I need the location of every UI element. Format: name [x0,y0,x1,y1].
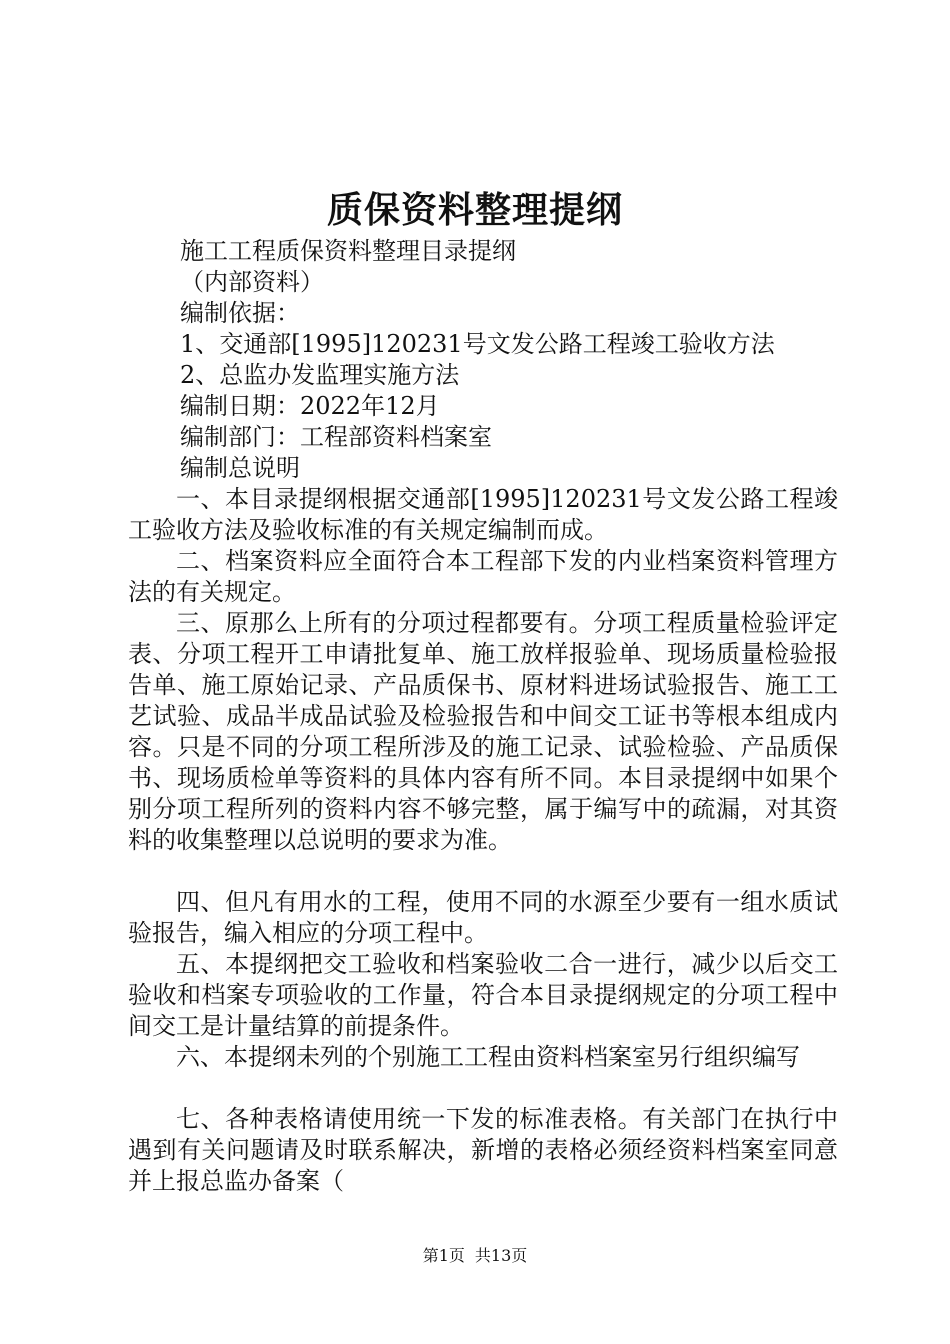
paragraph-gap [128,856,838,887]
header-line-department: 编制部门：工程部资料档案室 [180,423,492,451]
page-footer [0,1243,950,1266]
header-line-basis-2: 2、总监办发监理实施方法 [180,361,460,389]
header-line-internal: （内部资料） [180,268,324,296]
header-line-basis-1: 1、交通部[1995]120231号文发公路工程竣工验收方法 [180,330,775,358]
header-line-subtitle: 施工工程质保资料整理目录提纲 [180,237,516,265]
header-line-general-notes: 编制总说明 [180,454,300,482]
paragraph-gap [128,1073,838,1104]
paragraph-6: 六、本提纲未列的个别施工工程由资料档案室另行组织编写 [176,1043,800,1071]
page-total: 共13页 [474,1246,528,1265]
header-line-date: 编制日期：2022年12月 [180,392,440,420]
page-number: 第1页 [422,1246,465,1265]
paragraph-2: 二、档案资料应全面符合本工程部下发的内业档案资料管理方法的有关规定。 [128,547,838,606]
paragraph-7: 七、各种表格请使用统一下发的标准表格。有关部门在执行中遇到有关问题请及时联系解决，新增的表格必须经资料档案室同意并上报总监办备案（ [128,1105,838,1195]
header-line-basis-label: 编制依据： [180,299,300,327]
paragraph-4: 四、但凡有用水的工程，使用不同的水源至少要有一组水质试验报告，编入相应的分项工程中。 [128,888,838,947]
paragraph-5: 五、本提纲把交工验收和档案验收二合一进行，减少以后交工验收和档案专项验收的工作量，符合本目录提纲规定的分项工程中间交工是计量结算的前提条件。 [128,950,838,1040]
document-body [128,236,838,1197]
paragraph-3: 三、原那么上所有的分项过程都要有。分项工程质量检验评定表、分项工程开工申请批复单、施工放样报验单、现场质量检验报告单、施工原始记录、产品质保书、原材料进场试验报告、施工工艺试验、成品半成品试验及检验报告和中间交工证书等根本组成内容。只是不同的分项工程所涉及的施工记录、试验检验、产品质保书、现场质检单等资料的具体内容有所不同。本目录提纲中如果个别分项工程所列的资料内容不够完整，属于编写中的疏漏，对其资料的收集整理以总说明的要求为准。 [128,609,838,854]
document-title: 质保资料整理提纲 [326,189,623,231]
paragraph-1: 一、本目录提纲根据交通部[1995]120231号文发公路工程竣工验收方法及验收标准的有关规定编制而成。 [128,485,838,544]
